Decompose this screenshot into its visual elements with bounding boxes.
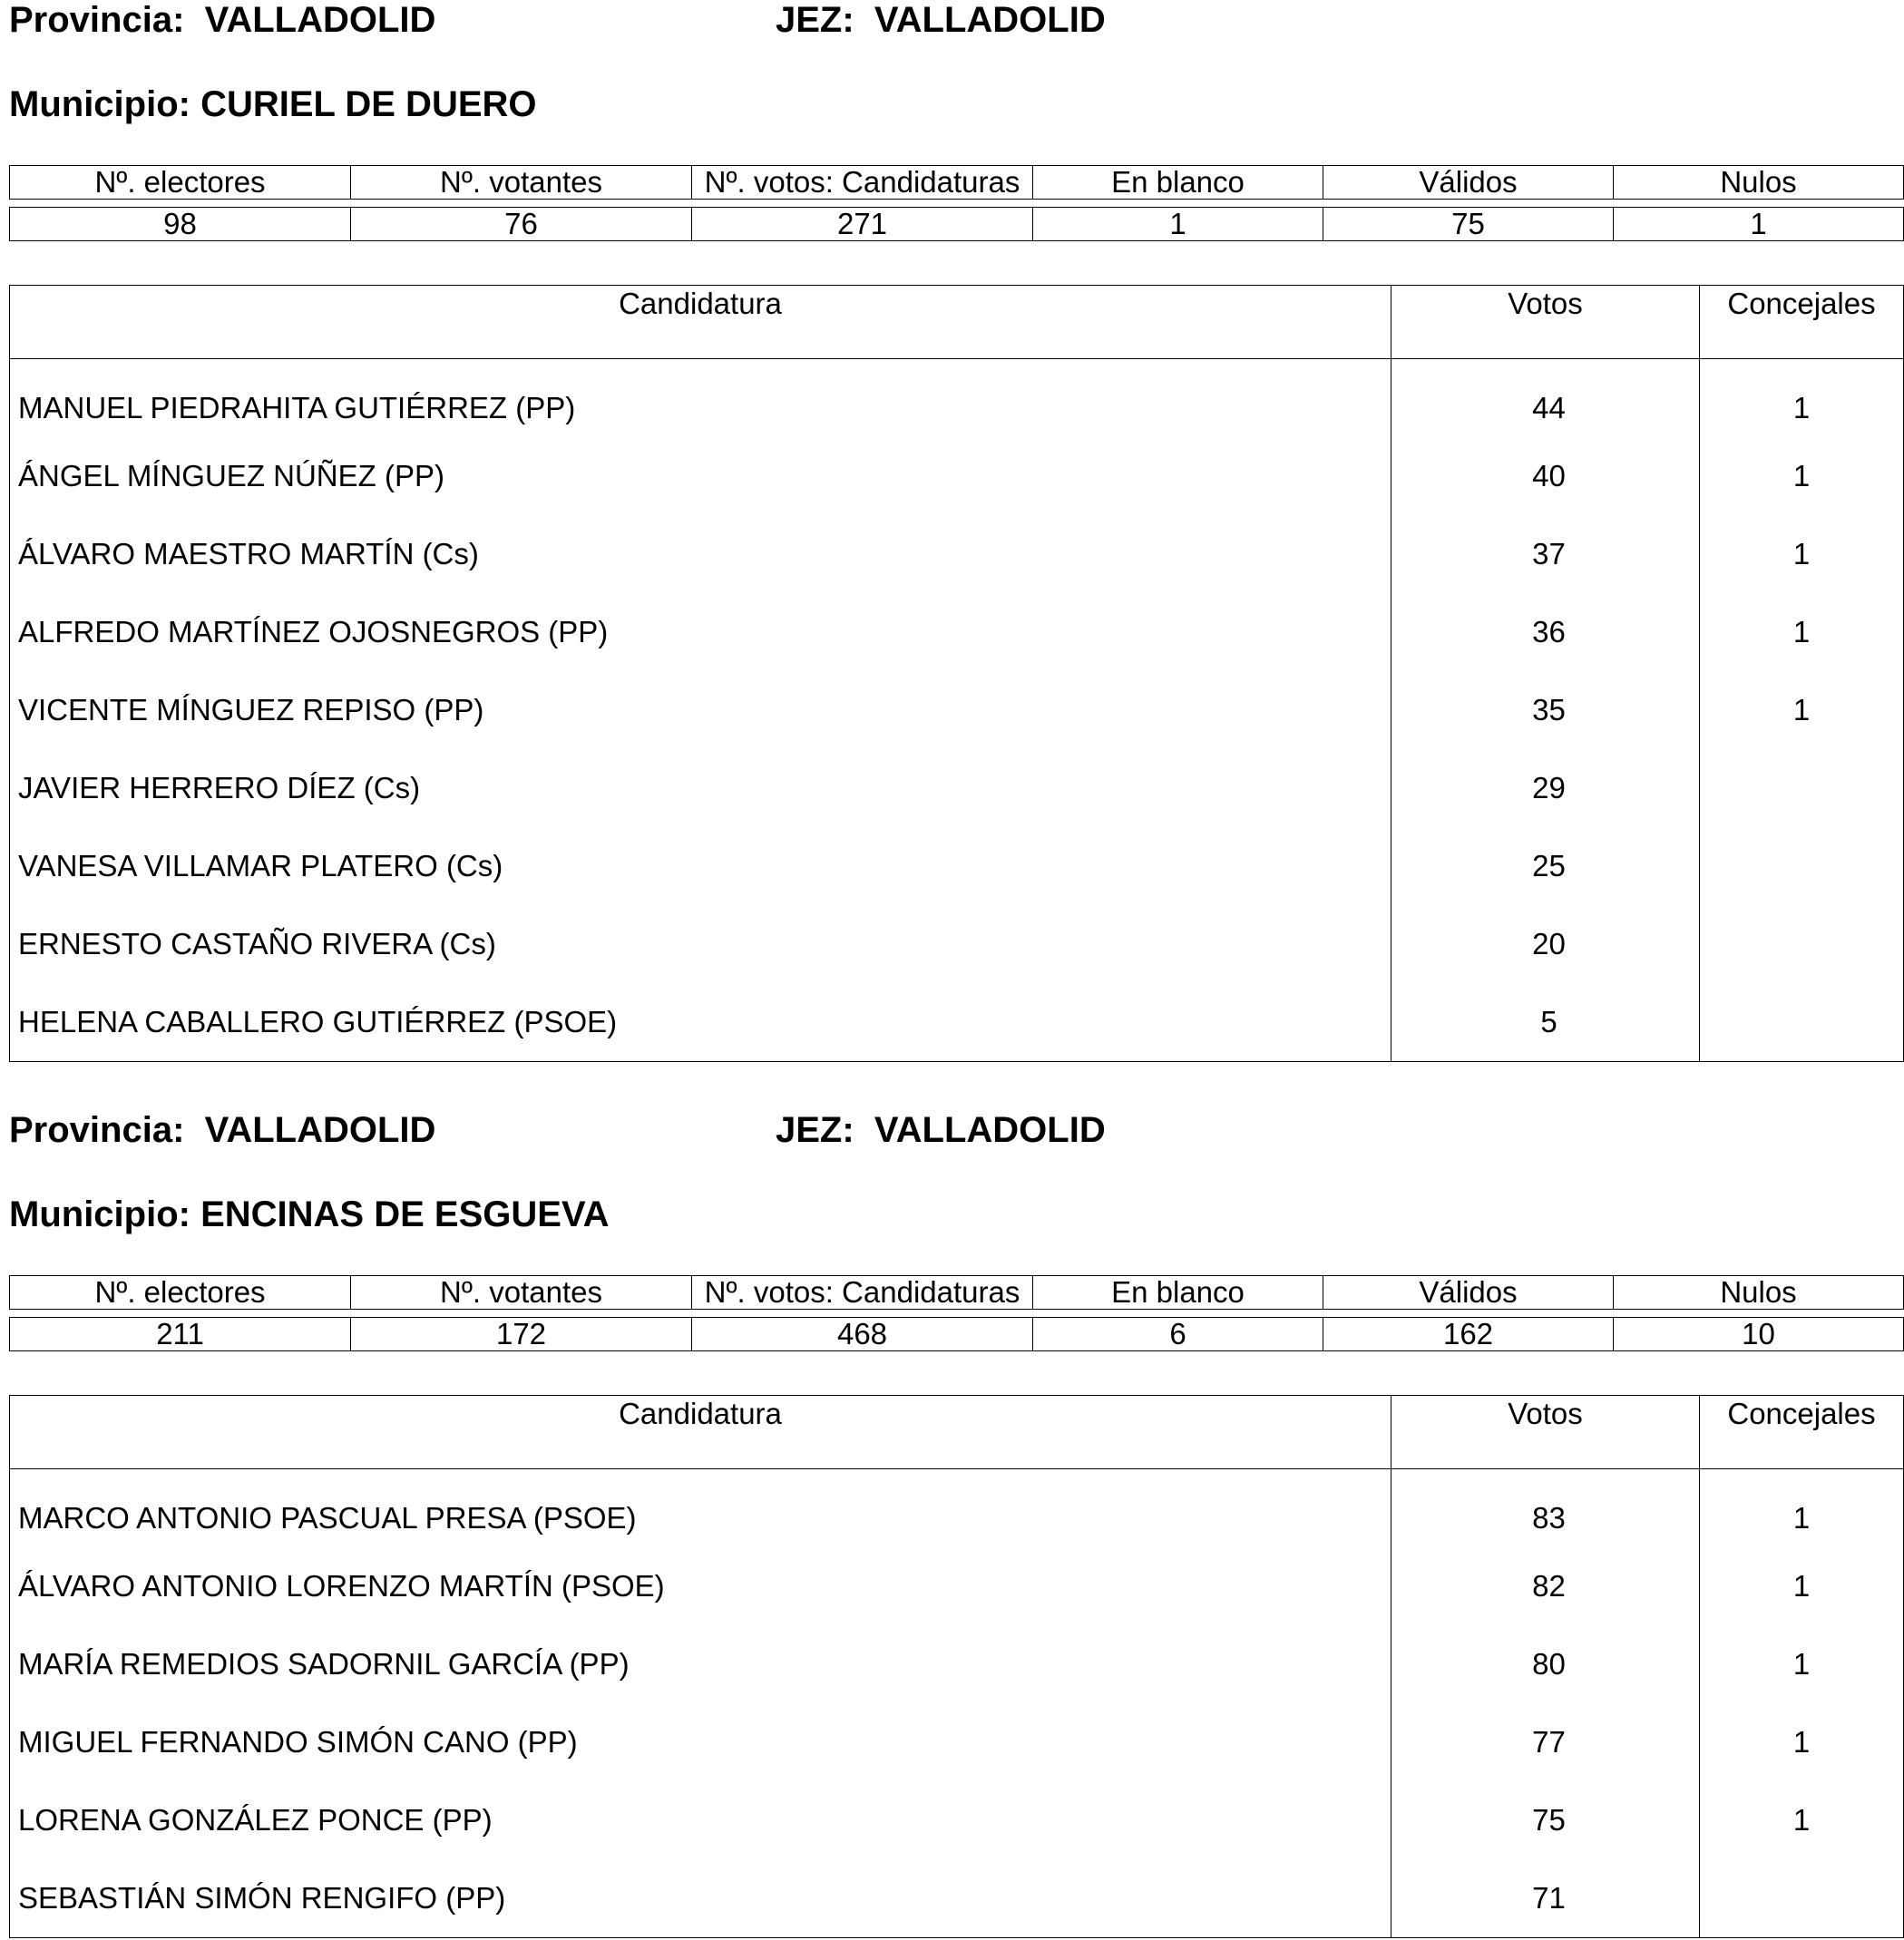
stats-header-cell: Nº. votos: Candidaturas: [692, 1276, 1033, 1310]
candidates-header-row: [10, 286, 1904, 359]
candidate-name: VANESA VILLAMAR PLATERO (Cs): [10, 827, 1391, 905]
candidate-name: ALFREDO MARTÍNEZ OJOSNEGROS (PP): [10, 593, 1391, 671]
candidate-row: [10, 1781, 1904, 1859]
candidate-votes: 25: [1391, 827, 1700, 905]
stats-value-cell: 76: [351, 208, 692, 241]
candidate-row: [10, 1547, 1904, 1625]
stats-value-cell: 1: [1614, 208, 1904, 241]
candidate-name: SEBASTIÁN SIMÓN RENGIFO (PP): [10, 1859, 1391, 1938]
candidate-name: LORENA GONZÁLEZ PONCE (PP): [10, 1781, 1391, 1859]
stats-value-cell: 6: [1033, 1318, 1323, 1351]
jez-heading: JEZ: VALLADOLID: [776, 1110, 1106, 1150]
candidate-votes: 5: [1391, 983, 1700, 1062]
stats-value-cell: 162: [1323, 1318, 1614, 1351]
candidates-table: [9, 285, 1904, 1062]
candidate-votes: 83: [1391, 1469, 1700, 1548]
candidate-name: MANUEL PIEDRAHITA GUTIÉRREZ (PP): [10, 359, 1391, 438]
stats-header-row: [10, 166, 1904, 200]
candidate-votes: 77: [1391, 1703, 1700, 1781]
candidate-councillors: [1700, 827, 1904, 905]
candidate-row: [10, 671, 1904, 749]
stats-header-cell: Nº. votos: Candidaturas: [692, 166, 1033, 200]
candidate-votes: 35: [1391, 671, 1700, 749]
candidate-row: [10, 749, 1904, 827]
stats-value-row: [10, 208, 1904, 241]
candidate-row: [10, 515, 1904, 593]
candidate-councillors: 1: [1700, 1547, 1904, 1625]
stats-header-cell: Válidos: [1323, 166, 1614, 200]
province-heading: Provincia: VALLADOLID: [9, 0, 436, 40]
candidate-councillors: 1: [1700, 671, 1904, 749]
column-header-concejales: Concejales: [1700, 286, 1904, 359]
stats-value-cell: 468: [692, 1318, 1033, 1351]
candidate-councillors: [1700, 983, 1904, 1062]
candidate-name: MIGUEL FERNANDO SIMÓN CANO (PP): [10, 1703, 1391, 1781]
jez-heading: JEZ: VALLADOLID: [776, 0, 1106, 40]
candidate-councillors: 1: [1700, 593, 1904, 671]
candidate-councillors: 1: [1700, 515, 1904, 593]
stats-header-cell: Válidos: [1323, 1276, 1614, 1310]
municipality-section: [9, 0, 1903, 1038]
stats-value-cell: 211: [10, 1318, 351, 1351]
candidate-councillors: 1: [1700, 1703, 1904, 1781]
candidate-name: HELENA CABALLERO GUTIÉRREZ (PSOE): [10, 983, 1391, 1062]
stats-value-cell: 75: [1323, 208, 1614, 241]
province-line: [9, 0, 1903, 47]
stats-header-cell: Nº. electores: [10, 1276, 351, 1310]
candidate-votes: 71: [1391, 1859, 1700, 1938]
candidate-row: [10, 1469, 1904, 1548]
candidate-row: [10, 827, 1904, 905]
candidate-name: MARCO ANTONIO PASCUAL PRESA (PSOE): [10, 1469, 1391, 1548]
candidate-votes: 82: [1391, 1547, 1700, 1625]
candidate-row: [10, 437, 1904, 515]
candidate-votes: 20: [1391, 905, 1700, 983]
candidate-votes: 37: [1391, 515, 1700, 593]
stats-header-cell: Nº. votantes: [351, 1276, 692, 1310]
column-header-candidatura: Candidatura: [10, 286, 1391, 359]
candidate-name: MARÍA REMEDIOS SADORNIL GARCÍA (PP): [10, 1625, 1391, 1703]
stats-table: [9, 165, 1904, 241]
candidate-votes: 75: [1391, 1781, 1700, 1859]
stats-header-row: [10, 1276, 1904, 1310]
candidate-councillors: [1700, 905, 1904, 983]
column-header-candidatura: Candidatura: [10, 1396, 1391, 1469]
candidate-name: JAVIER HERRERO DÍEZ (Cs): [10, 749, 1391, 827]
stats-value-row: [10, 1318, 1904, 1351]
municipality-heading: Municipio: CURIEL DE DUERO: [9, 84, 537, 124]
candidate-votes: 29: [1391, 749, 1700, 827]
stats-table: [9, 1275, 1904, 1351]
column-header-votos: Votos: [1391, 1396, 1700, 1469]
stats-value-cell: 10: [1614, 1318, 1904, 1351]
candidate-row: [10, 593, 1904, 671]
candidate-councillors: 1: [1700, 359, 1904, 438]
stats-header-cell: Nº. votantes: [351, 166, 692, 200]
stats-header-cell: En blanco: [1033, 1276, 1323, 1310]
stats-value-cell: 1: [1033, 208, 1323, 241]
column-header-votos: Votos: [1391, 286, 1700, 359]
province-line: [9, 1110, 1903, 1157]
candidate-row: [10, 1625, 1904, 1703]
candidate-councillors: 1: [1700, 1781, 1904, 1859]
candidate-votes: 40: [1391, 437, 1700, 515]
candidate-councillors: 1: [1700, 1625, 1904, 1703]
municipality-section: [9, 1110, 1903, 1915]
municipality-heading: Municipio: ENCINAS DE ESGUEVA: [9, 1194, 610, 1234]
candidates-table: [9, 1395, 1904, 1938]
candidate-name: ÁNGEL MÍNGUEZ NÚÑEZ (PP): [10, 437, 1391, 515]
candidate-row: [10, 1703, 1904, 1781]
stats-header-cell: Nulos: [1614, 166, 1904, 200]
province-heading: Provincia: VALLADOLID: [9, 1110, 436, 1150]
candidate-row: [10, 1859, 1904, 1938]
candidate-councillors: 1: [1700, 1469, 1904, 1548]
candidate-councillors: [1700, 749, 1904, 827]
candidate-votes: 80: [1391, 1625, 1700, 1703]
candidate-votes: 44: [1391, 359, 1700, 438]
candidate-row: [10, 359, 1904, 438]
stats-value-cell: 271: [692, 208, 1033, 241]
stats-header-cell: En blanco: [1033, 166, 1323, 200]
candidate-name: VICENTE MÍNGUEZ REPISO (PP): [10, 671, 1391, 749]
stats-header-cell: Nº. electores: [10, 166, 351, 200]
stats-value-cell: 172: [351, 1318, 692, 1351]
candidates-header-row: [10, 1396, 1904, 1469]
column-header-concejales: Concejales: [1700, 1396, 1904, 1469]
candidate-name: ÁLVARO MAESTRO MARTÍN (Cs): [10, 515, 1391, 593]
stats-value-cell: 98: [10, 208, 351, 241]
candidate-councillors: 1: [1700, 437, 1904, 515]
candidate-councillors: [1700, 1859, 1904, 1938]
candidate-name: ÁLVARO ANTONIO LORENZO MARTÍN (PSOE): [10, 1547, 1391, 1625]
candidate-row: [10, 905, 1904, 983]
candidate-row: [10, 983, 1904, 1062]
stats-header-cell: Nulos: [1614, 1276, 1904, 1310]
candidate-votes: 36: [1391, 593, 1700, 671]
candidate-name: ERNESTO CASTAÑO RIVERA (Cs): [10, 905, 1391, 983]
